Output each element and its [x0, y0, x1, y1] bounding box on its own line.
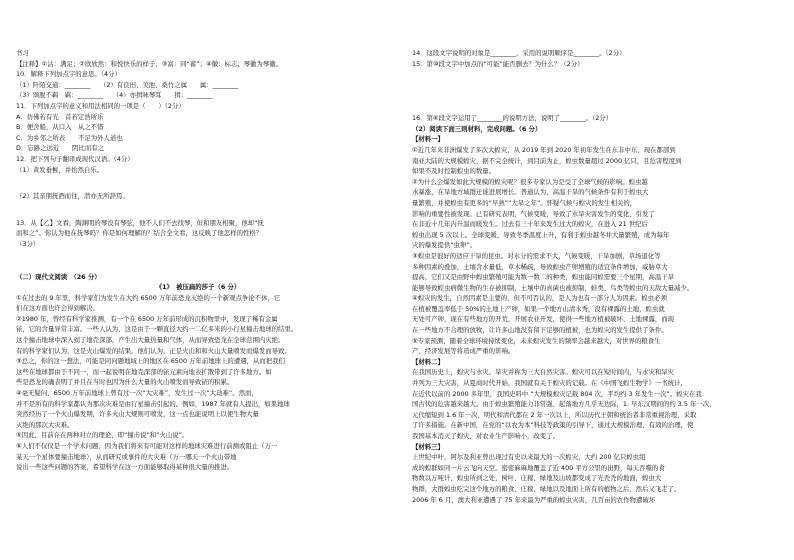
material-1-line: ②为什么会爆发如此大规模的蝗灾呢？很多专家认为是受了全球气候的影响。蝗虫越 [412, 177, 648, 186]
left-text-line: （3）颂脱不羁 羁：________ （4）亦揖咏琴耳 揖：________ [16, 91, 213, 100]
material-1-line: ⑤专家预测，随着全球环境持续变化，未来蝗灾发生的频率会越来越大，对世界的粮食生 [412, 336, 661, 345]
article-line: ⑥人们不仅仅是一个学术问题，因为我们将来有可能对这样的地球灾难进行前测或阻止（万一 [16, 442, 278, 450]
material-intro: （2）阅读下面三则材料，完成问题。（6 分） [412, 124, 542, 133]
article-line: 并不是所有的科学家都认为那次灾难是由行星撞击引起的。例如，1987 年就有人提出，如果地球 [16, 399, 290, 408]
material-2-line: 我国基本消灭了蝗灾，对农业生产影响小，改变了。 [412, 432, 559, 440]
article-line: 灭绝的那次大灾难。 [16, 420, 74, 429]
material-1-line: 提高，它们又是由野中蝗虫繁殖可能为数一数二的种类，蝗虫能同蝗需要三个星期，高温干旱 [412, 273, 675, 282]
article-line: ⑤因此，目前存在两种对立的理论，即“撞击说”和“火山说”。 [16, 431, 189, 440]
article-line: 说出一些这些问题的答案，希望科学在这一方面能够取得某种很大量的推进。 [16, 463, 234, 472]
question-16: 16．第⑥段文字运用了________的说明方法，说明了________。（2分） [412, 114, 613, 123]
material-2-line: 并列为三大灾害，从夏商时代开始，我国就有关于蝗灾的记载。在《中国飞蝗生物学》一书统计， [412, 379, 687, 388]
left-text-line: C．为乡邻之所表 不足为外人道也 [16, 133, 123, 142]
material-2-body [412, 367, 782, 441]
material-3-line: 2006 年 6 月，澳大利亚遭遇了 75 年来最为严重的蝗虫灾害，几百亩的农作物遭破坏 [412, 495, 656, 504]
material-1-line: 灾的爆发提供“虫卵”。 [412, 241, 477, 250]
left-text-line [16, 175, 380, 191]
right-question-line: 14．这段文字说明的对象是________，采用的说明顺序是________。（2分） [412, 49, 626, 57]
material-2-line: 国古代的危害越来越大。由于蝗虫繁殖能力非常强、起落地方几乎无边际，1. 早东汉期间的约 3.5 年一次， [412, 400, 716, 409]
left-text-line: 11．下列加点字的意义和用法相同的一项是（ ）（2分） [16, 101, 185, 110]
material-2-line: 了许多措施。在新中国，在党的“以农为本”科技等政策的引导下，通过大规模治理、有效的治理，使 [412, 421, 694, 430]
left-text-line: （2）其亲朋抚酒而往，潜亦无所辞焉。 [16, 192, 129, 201]
material-3-body [412, 452, 782, 505]
article-line: 有的科学家们认为，这是火山爆发的结果。他们认为，正是火山和和火山大量喷发而爆发而导致。 [16, 346, 291, 355]
article-line: ①在过去的 9 年里，科学家们为发生在大约 6500 万年前恐龙灭绝的一个新观点争论不休，它 [16, 293, 281, 302]
article-line: 突然经历了一个火山爆发期，许多火山大规则可喷发，这一点也能说明上以使生物大量 [16, 410, 259, 419]
material-2-line: 元代缩短到 1.6 年一次，明代和清代都在 2 年一次以上，所以历代王朝和统治者非常重视治理，采取 [412, 410, 697, 419]
left-column [16, 48, 380, 473]
material-1-title: 【材料一】 [412, 135, 444, 144]
material-1-line: 能够导致蝗虫病微生物的生存被抑制，土壤中的真菌也被抑制，蛙类、鸟类等蝗虫的天敌大量减少。 [412, 283, 694, 292]
article-line: 些是恐龙的确表明了并且在当时也因为什么大量的火山喷发而导致铱的积累。 [16, 378, 234, 387]
material-2-title: 【材料二】 [412, 357, 444, 366]
article-line: 们在这方面也许会得到解决。 [16, 304, 100, 313]
left-text-line: 【注释】①沾：满足；②欣欣然：和悦快乐的样子；③富：同“蓄”；④徽：标志；琴徽为琴徽。 [16, 59, 282, 68]
left-text-line: 13．从【乙】文看，陶渊明的琴没有琴弦，他不人们不去找琴，但和朋友相聚，他却“抚 [16, 218, 264, 227]
left-text-line: （3分） [16, 239, 40, 248]
material-1-line: ③蝗虫是很好的适应干旱的昆虫。对水分的需求不大，气候变暖、干旱加剧，草场退化等 [412, 251, 661, 260]
article-line: ④毫无疑问，6500 万年前地球上曾有过一次“大灾难”，发生过一次“大劫难”。然而， [16, 389, 258, 398]
material-1-line: 产、经济发展等将造成严重的影响。 [412, 347, 515, 356]
material-1-line: 多种因素的叠加，土壤含水量低，草木稀疏，导致蝗虫产卵增殖的适宜条件增加，威胁草大 [412, 262, 668, 271]
material-1-body [412, 145, 782, 357]
article-line: ③总之，你的这一想法，可能是同问题地域上的地区在 6500 万年前地球上的遭遇，从而把我们 [16, 357, 285, 366]
left-text-line: 书习 [16, 49, 29, 57]
material-1-line: ①近几年来非洲爆发了多次大蝗灾，从 2019 年到 2020 年初年发生在东非中东，现在都部到 [412, 145, 676, 154]
material-1-line: ④蝗灾的发生，自然因素是主要的，但不可否认的，是人为也有一部分人为因素。蝗虫必须 [412, 294, 667, 303]
material-1-line: 影响的重要性被发现。已有研究表明，气候变暖，导致了水旱灾害发生的变化，引发了 [412, 209, 655, 218]
material-3-line: 物数以万吨计，蝗虫所到之处，树叶、庄稼、绿地及山坡都变成了光秃秃的地面，蝗虫大 [412, 474, 662, 483]
material-1-line: 无处可产卵，现在有些地方的开荒，开展农业开发，使得一些地方植被破坏、土地裸露，而现 [412, 315, 675, 324]
left-text-line: 12．把下列句子翻译成现代汉语。（4分） [16, 154, 134, 163]
left-text-line: 10．解释下列加点字的意思。（4分） [16, 70, 121, 79]
material-1-line: 如果不及时控制蝗虫的数量。 [412, 167, 496, 176]
left-text-line: （1）黄发垂髫，并怡然自乐。 [16, 165, 104, 174]
material-1-line: 量繁殖，并使蝗虫有更多的“早熟”“大旱之年”。怀疑气候与蝗灾的发生相关的， [412, 198, 637, 207]
material-2-line: 在近代以前的 2000 多年里，我国史料中 “大规模蝗灾记载 804 次，平均约 3 年发生一次”。蝗灾在我 [412, 389, 702, 398]
right-column [412, 48, 782, 505]
material-3-title: 【材料三】 [412, 442, 444, 451]
material-3-line: 物群，大群蝗虫吃完这个地方的粮食、庄稼、绿地以及地面上所有的植物之后，然后又飞走了。 [412, 484, 681, 493]
right-question-block [412, 48, 782, 69]
material-1-line: 蝗虫出现 5 次以上。全球变暖，导致冬季温度上升，有利于蝗虫越冬并大量繁殖，成为每年 [412, 230, 670, 239]
right-question-line: 15．第⑩段文字中加点的“可能”能否删去？为什么？（2分） [412, 59, 584, 68]
material-3-line: 成的蝗群如同一片云飞向天空。密密麻麻地覆盖了近 400 平方公里的田野，每天吞噬的食 [412, 463, 665, 472]
left-text-line: D．忘路之远近 阴比而有之 [16, 144, 104, 153]
material-1-line: 在一些地方不合理的放牧，让许多山地没有留下足够的植被，也为蝗灾的发生提供了条件。 [412, 326, 668, 335]
material-1-line: 水暴涨，在旱地方域群迁徙进展增长。普通认为，高温干旱的气候条件有利于蝗虫大 [412, 188, 649, 197]
article-line: 这个撞击地球中深入到了地壳深部，产生出大量热量和气体，从而导致恐龙在全球范围内灭绝。 [16, 336, 285, 345]
material-1-line: 在植被覆盖率低于 50%的土地上产卵，如果一个地方山清水秀，没有裸露的土地，蝗虫就 [412, 304, 665, 313]
article-title: 《1》 被压扁的莎子（6 分） [155, 283, 241, 292]
article-line: 某天一个星体要撞击地球），从而研究或事件的大灾难（万一哪天一个火山带地 [16, 452, 237, 461]
article-body [16, 293, 380, 473]
material-3-line: 上世纪中叶，阿尔及利亚曾出现过有史以来最大的一次蝗灾，大约 200 亿只蝗虫组 [412, 453, 646, 462]
material-2-line: 在我国历史上，蝗灾与水灾、旱灾并称为三大自然灾害。蝗灾可以在短时间内，与水灾和旱灾 [412, 368, 675, 377]
article-line: 铱，它的含量异常丰富。一些人认为，这是由于一颗直径大约一二亿多米的小行星撞击地球的结果。 [16, 325, 298, 334]
left-text-line: B．便舍船，从口入 从之不惜 [16, 123, 104, 132]
left-text-line: （1）阡陌交通：________ （2）有良田、美池、桑竹之属 属：________ [16, 80, 239, 89]
left-text-line: A．仿佛若有光 首若定浩所乐 [16, 112, 104, 121]
material-1-line: 南亚大陆的大规模蝗灾，据不完全统计，到目前为止，蝗虫数量超过 2000 亿只，且危害程度到 [412, 156, 682, 165]
section-title: （二）现代文阅读 （26 分） [16, 272, 101, 281]
article-line: 这些在地球都由于不同一，而一起说明在地壳深部的铱元素向地表扩散带到了许多地方。如 [16, 367, 272, 376]
left-question-block [16, 48, 380, 250]
article-line: ②1980 年，曾经有科学家推测，有一个在 6500 万年前形成的沉积物里中，发现了稀有金属 [16, 314, 278, 323]
left-text-line: 而和之”。你认为他在抚琴吗？你是如何理解的？结合全文看，这反映了他怎样的性格？ [16, 229, 263, 238]
left-text-line [16, 202, 380, 218]
material-1-line: 在非近十几年内升温而暖发生。过去有三十年来发生过大的蝗灾，在进入 21 世纪后 [412, 220, 648, 229]
